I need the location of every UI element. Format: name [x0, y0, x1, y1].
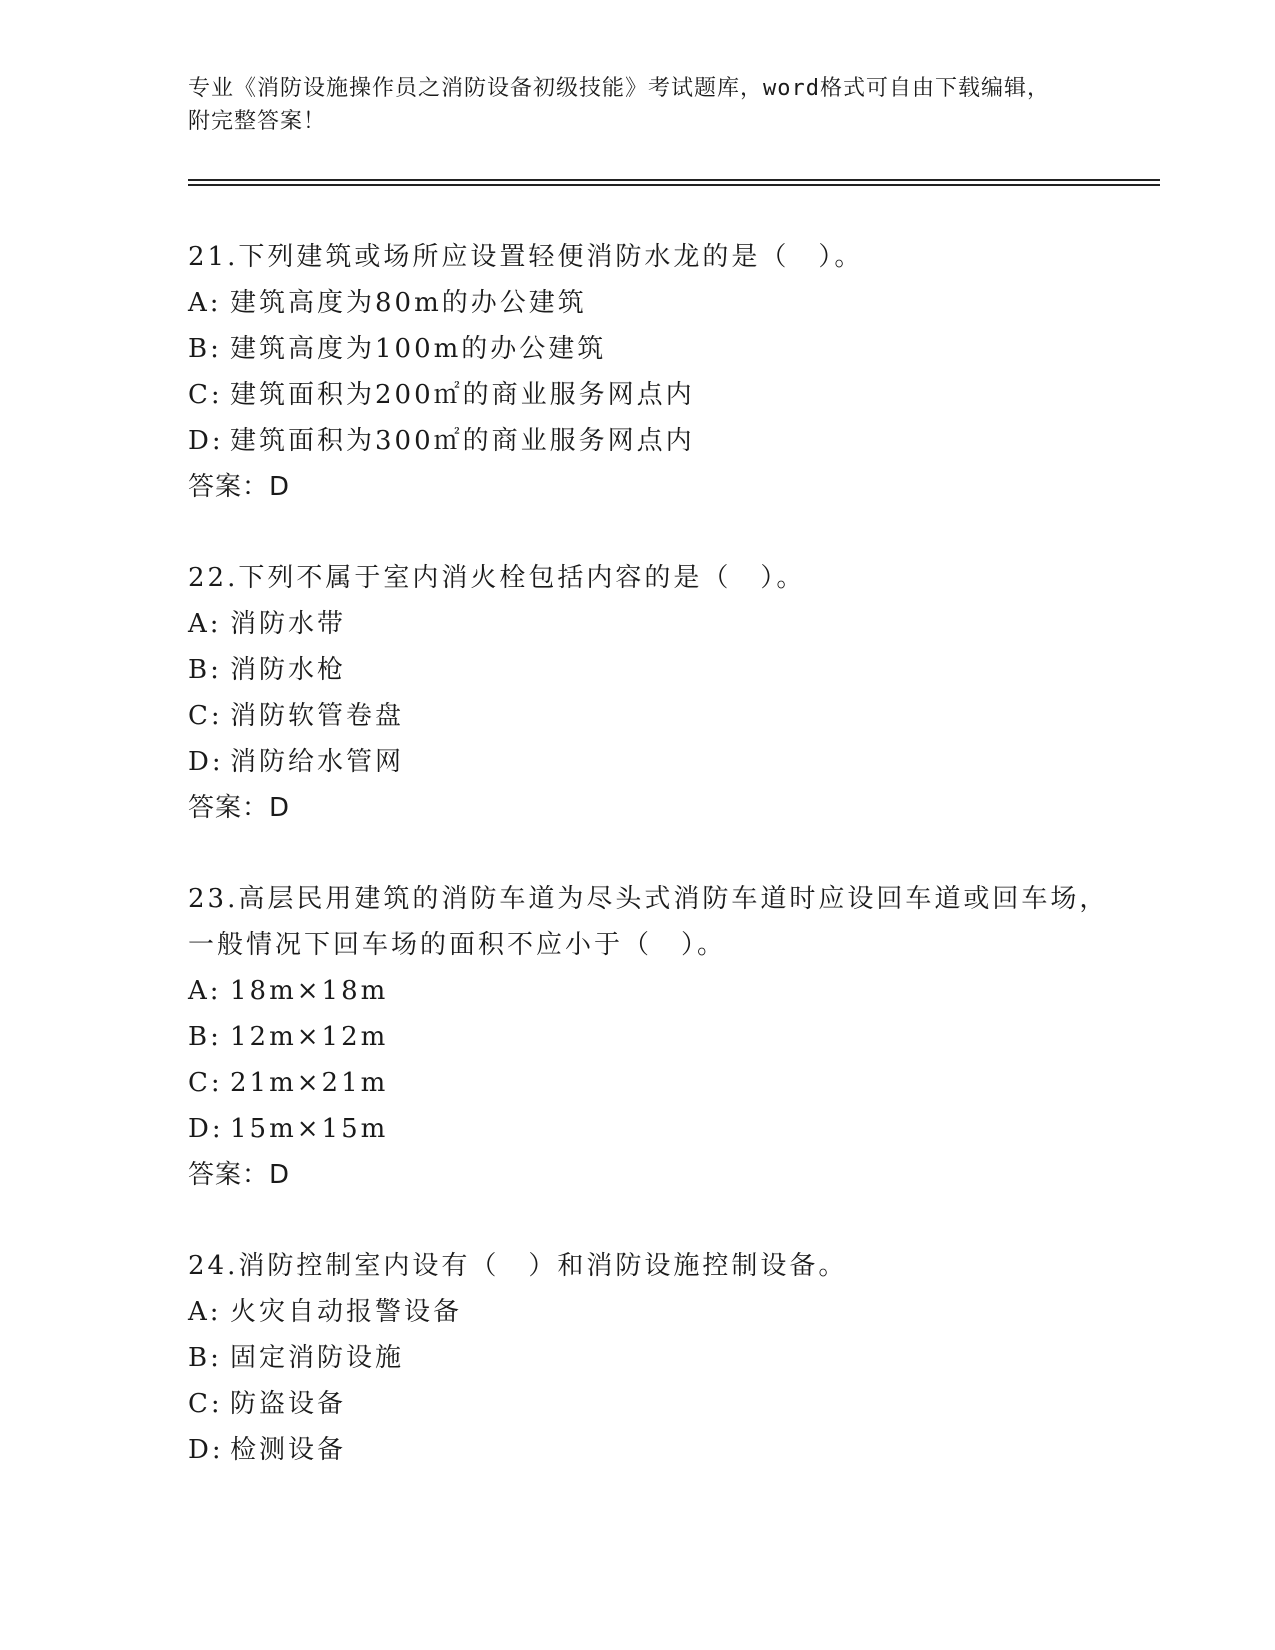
option-a	[188, 968, 1128, 1014]
option-b	[188, 647, 1128, 693]
option-b	[188, 1014, 1128, 1060]
option-text: 消防给水管网	[230, 747, 405, 777]
question-text: 23.高层民用建筑的消防车道为尽头式消防车道时应设回车道或回车场，一般情况下回车场的面积不应小于（ ）。	[188, 884, 1109, 960]
option-text: 18m×18m	[230, 976, 389, 1006]
option-text: 检测设备	[230, 1435, 347, 1465]
option-d	[188, 1427, 1128, 1473]
question-21	[188, 234, 1128, 510]
option-c	[188, 1060, 1128, 1106]
option-text: 火灾自动报警设备	[230, 1297, 463, 1327]
option-a	[188, 280, 1128, 326]
header-divider-top	[188, 179, 1160, 181]
option-a	[188, 1289, 1128, 1335]
option-key: C:	[188, 1068, 223, 1098]
option-key: A:	[188, 976, 222, 1006]
option-text: 固定消防设施	[230, 1343, 405, 1373]
option-c	[188, 693, 1128, 739]
option-text: 建筑高度为100m的办公建筑	[230, 334, 607, 364]
option-a	[188, 601, 1128, 647]
answer-line: 答案：D	[188, 472, 291, 502]
option-key: D:	[188, 1114, 224, 1144]
option-key: B:	[188, 655, 222, 685]
option-key: D:	[188, 426, 224, 456]
option-b	[188, 326, 1128, 372]
option-text: 12m×12m	[230, 1022, 389, 1052]
option-key: C:	[188, 701, 223, 731]
option-text: 建筑面积为300㎡的商业服务网点内	[230, 426, 695, 456]
option-text: 防盗设备	[230, 1389, 347, 1419]
answer-line: 答案：D	[188, 793, 291, 823]
question-23	[188, 876, 1128, 1198]
option-text: 21m×21m	[230, 1068, 389, 1098]
option-d	[188, 418, 1128, 464]
option-key: C:	[188, 380, 223, 410]
question-text: 21.下列建筑或场所应设置轻便消防水龙的是（ ）。	[188, 242, 864, 272]
option-key: D:	[188, 1435, 224, 1465]
option-b	[188, 1335, 1128, 1381]
option-text: 消防软管卷盘	[230, 701, 405, 731]
option-key: B:	[188, 334, 222, 364]
option-text: 消防水带	[230, 609, 347, 639]
header-divider-bottom	[188, 184, 1160, 186]
document-header: 专业《消防设施操作员之消防设备初级技能》考试题库，word格式可自由下载编辑，附完整答案！	[188, 76, 1050, 134]
option-key: A:	[188, 1297, 222, 1327]
answer-line: 答案：D	[188, 1160, 291, 1190]
question-24	[188, 1243, 1128, 1473]
option-key: A:	[188, 288, 222, 318]
option-key: B:	[188, 1022, 222, 1052]
question-text: 22.下列不属于室内消火栓包括内容的是（ ）。	[188, 563, 806, 593]
option-key: B:	[188, 1343, 222, 1373]
option-key: A:	[188, 609, 222, 639]
option-d	[188, 739, 1128, 785]
option-key: C:	[188, 1389, 223, 1419]
option-c	[188, 372, 1128, 418]
option-text: 15m×15m	[230, 1114, 389, 1144]
question-text: 24.消防控制室内设有（ ）和消防设施控制设备。	[188, 1251, 848, 1281]
option-text: 建筑高度为80m的办公建筑	[230, 288, 587, 318]
option-text: 建筑面积为200㎡的商业服务网点内	[230, 380, 695, 410]
option-c	[188, 1381, 1128, 1427]
option-key: D:	[188, 747, 224, 777]
option-d	[188, 1106, 1128, 1152]
question-22	[188, 555, 1128, 831]
option-text: 消防水枪	[230, 655, 347, 685]
